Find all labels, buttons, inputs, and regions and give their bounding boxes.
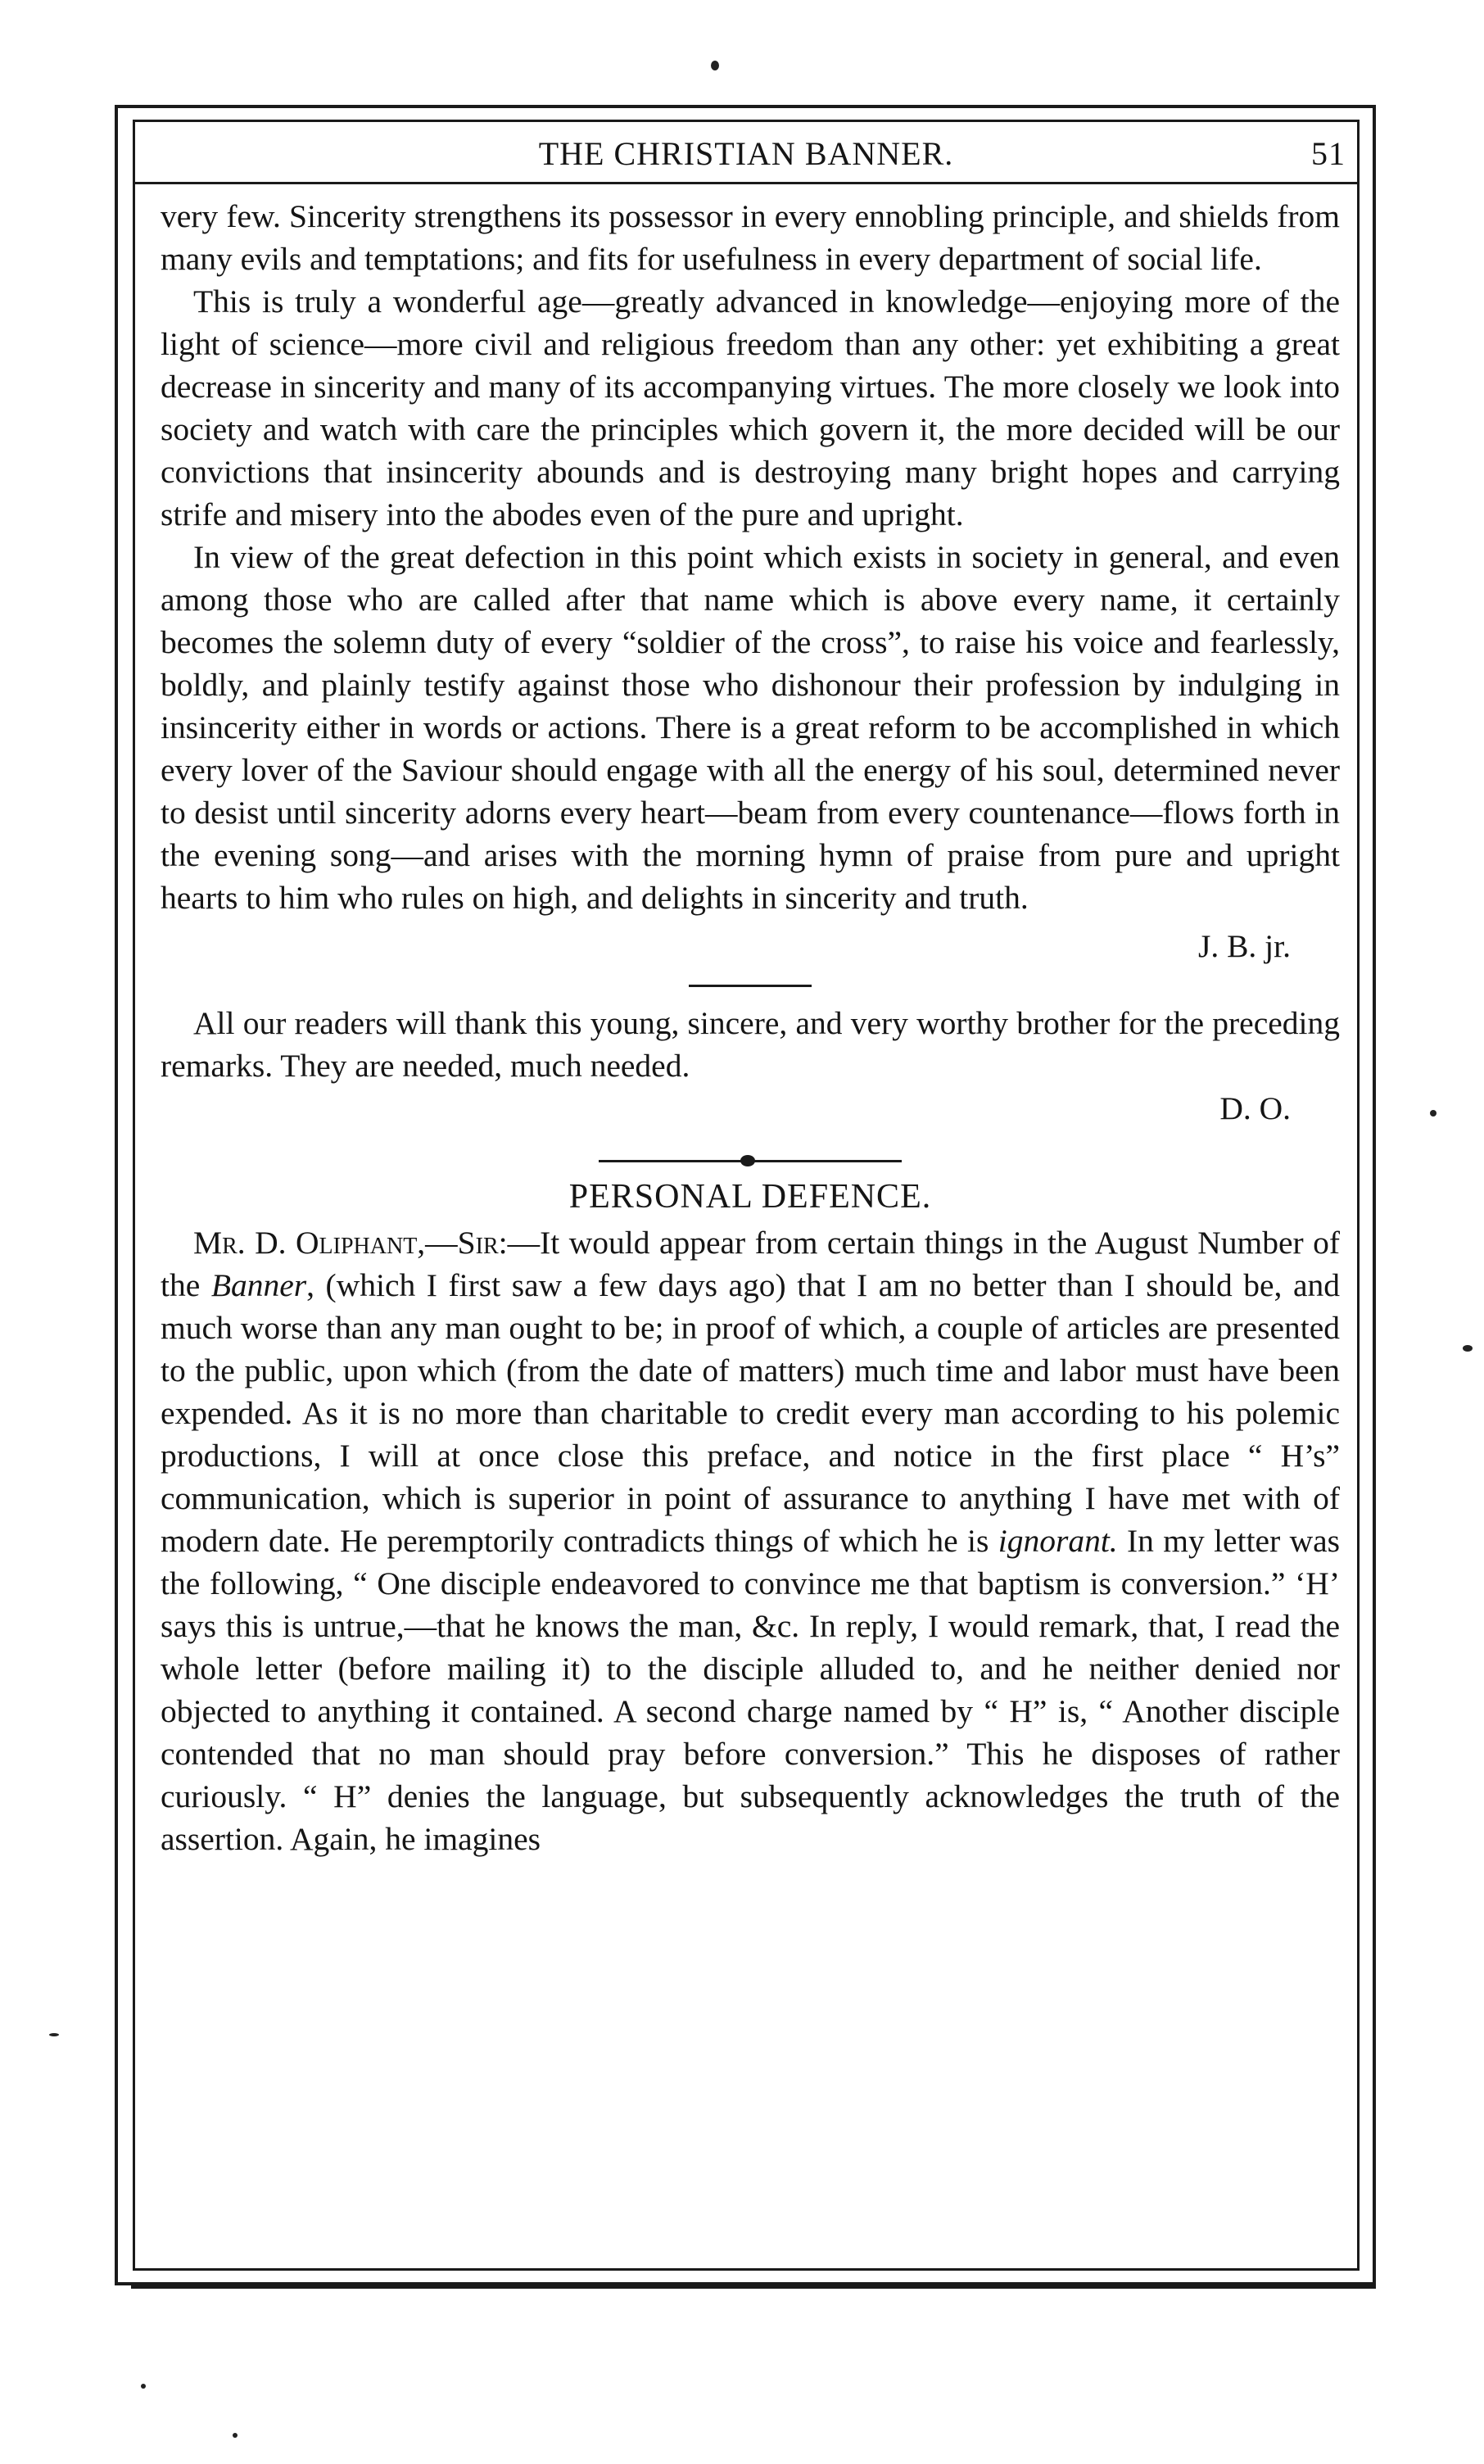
editor-note: All our readers will thank this young, sincere, and very worthy brother for the preceding remarks. They are needed, much needed. (161, 1005, 1340, 1084)
ornamental-divider (599, 1153, 902, 1169)
paragraph: This is truly a wonderful age—greatly advanced in knowledge—enjoying more of the light of science—more civil and religious freedom than any other: yet exhibiting a great decrease in sincerity and many of its accompanying virtues. The more closely we look into society and watch with care the principles which govern it, the more decided will be our convictions that insincerity abounds and is destroying many bright hopes and carrying strife and misery into the abodes even of the pure and upright. (161, 283, 1340, 532)
editor-signature: D. O. (1219, 1090, 1291, 1126)
running-head (135, 129, 1357, 175)
ink-speck (49, 2033, 59, 2036)
section-heading: PERSONAL DEFENCE. (568, 1178, 932, 1216)
letter-paragraph (161, 1221, 1340, 1860)
bottom-rule (131, 2285, 1376, 2289)
author-signature: J. B. jr. (1197, 928, 1291, 964)
page-number: 51 (1311, 135, 1346, 172)
ink-speck (233, 2433, 238, 2438)
paragraph: very few. Sincerity strengthens its possessor in every ennobling principle, and shields from many evils and temptations; and fits for usefulness in every department of social life. (161, 198, 1340, 277)
publication-title: THE CHRISTIAN BANNER. (538, 135, 954, 172)
salutation: Mr. D. Oliphant,—Sir (193, 1225, 499, 1261)
ink-speck (141, 2384, 146, 2389)
divider-dot (740, 1155, 755, 1166)
ink-speck (711, 61, 719, 70)
ink-speck (1463, 1345, 1473, 1352)
page-content (161, 195, 1340, 1860)
ink-speck (1430, 1110, 1436, 1116)
paragraph: In view of the great defection in this point which exists in society in general, and even among those who are called after that name which is above every name, it certainly becomes the solemn duty of every “soldier of the cross”, to raise his voice and fearlessly, boldly, and plainly testify against those who dishonour their profession by indulging in insincerity either in words or actions. There is a great reform to be accomplished in which every lover of the Saviour should engage with all the energy of his soul, determined never to desist until sincerity adorns every heart—beam from every countenance—flows forth in the evening song—and arises with the morning hymn of praise from pure and upright hearts to him who rules on high, and delights in sincerity and truth. (161, 539, 1340, 916)
letter-body: :—It would appear from certain things in the August Number of the Banner, (which I first saw a few days ago) that I am no better than I should be, and much worse than any man ought to be; in proof of which, a couple of articles are presented to the public, upon which (from the date of matters) much time and labor must have been expended. As it is no more than charitable to credit every man according to his polemic productions, I will at once close this preface, and notice in the first place “ H’s” communication, which is superior in point of assurance to anything I have met with of modern date. He peremptorily contradicts things of which he is ignorant. In my letter was the following, “ One disciple endeavored to convince me that baptism is conversion.” ‘H’ says this is untrue,—that he knows the man, &c. In reply, I would remark, that, I read the whole letter (before mailing it) to the disciple alluded to, and he neither denied nor objected to anything it contained. A second charge named by “ H” is, “ Another disciple contended that no man should pray before conversion.” This he disposes of rather curiously. “ H” denies the language, but subsequently acknowledges the truth of the assertion. Again, he imagines (161, 1225, 1341, 1857)
header-rule (135, 182, 1357, 184)
section-divider (689, 985, 812, 987)
